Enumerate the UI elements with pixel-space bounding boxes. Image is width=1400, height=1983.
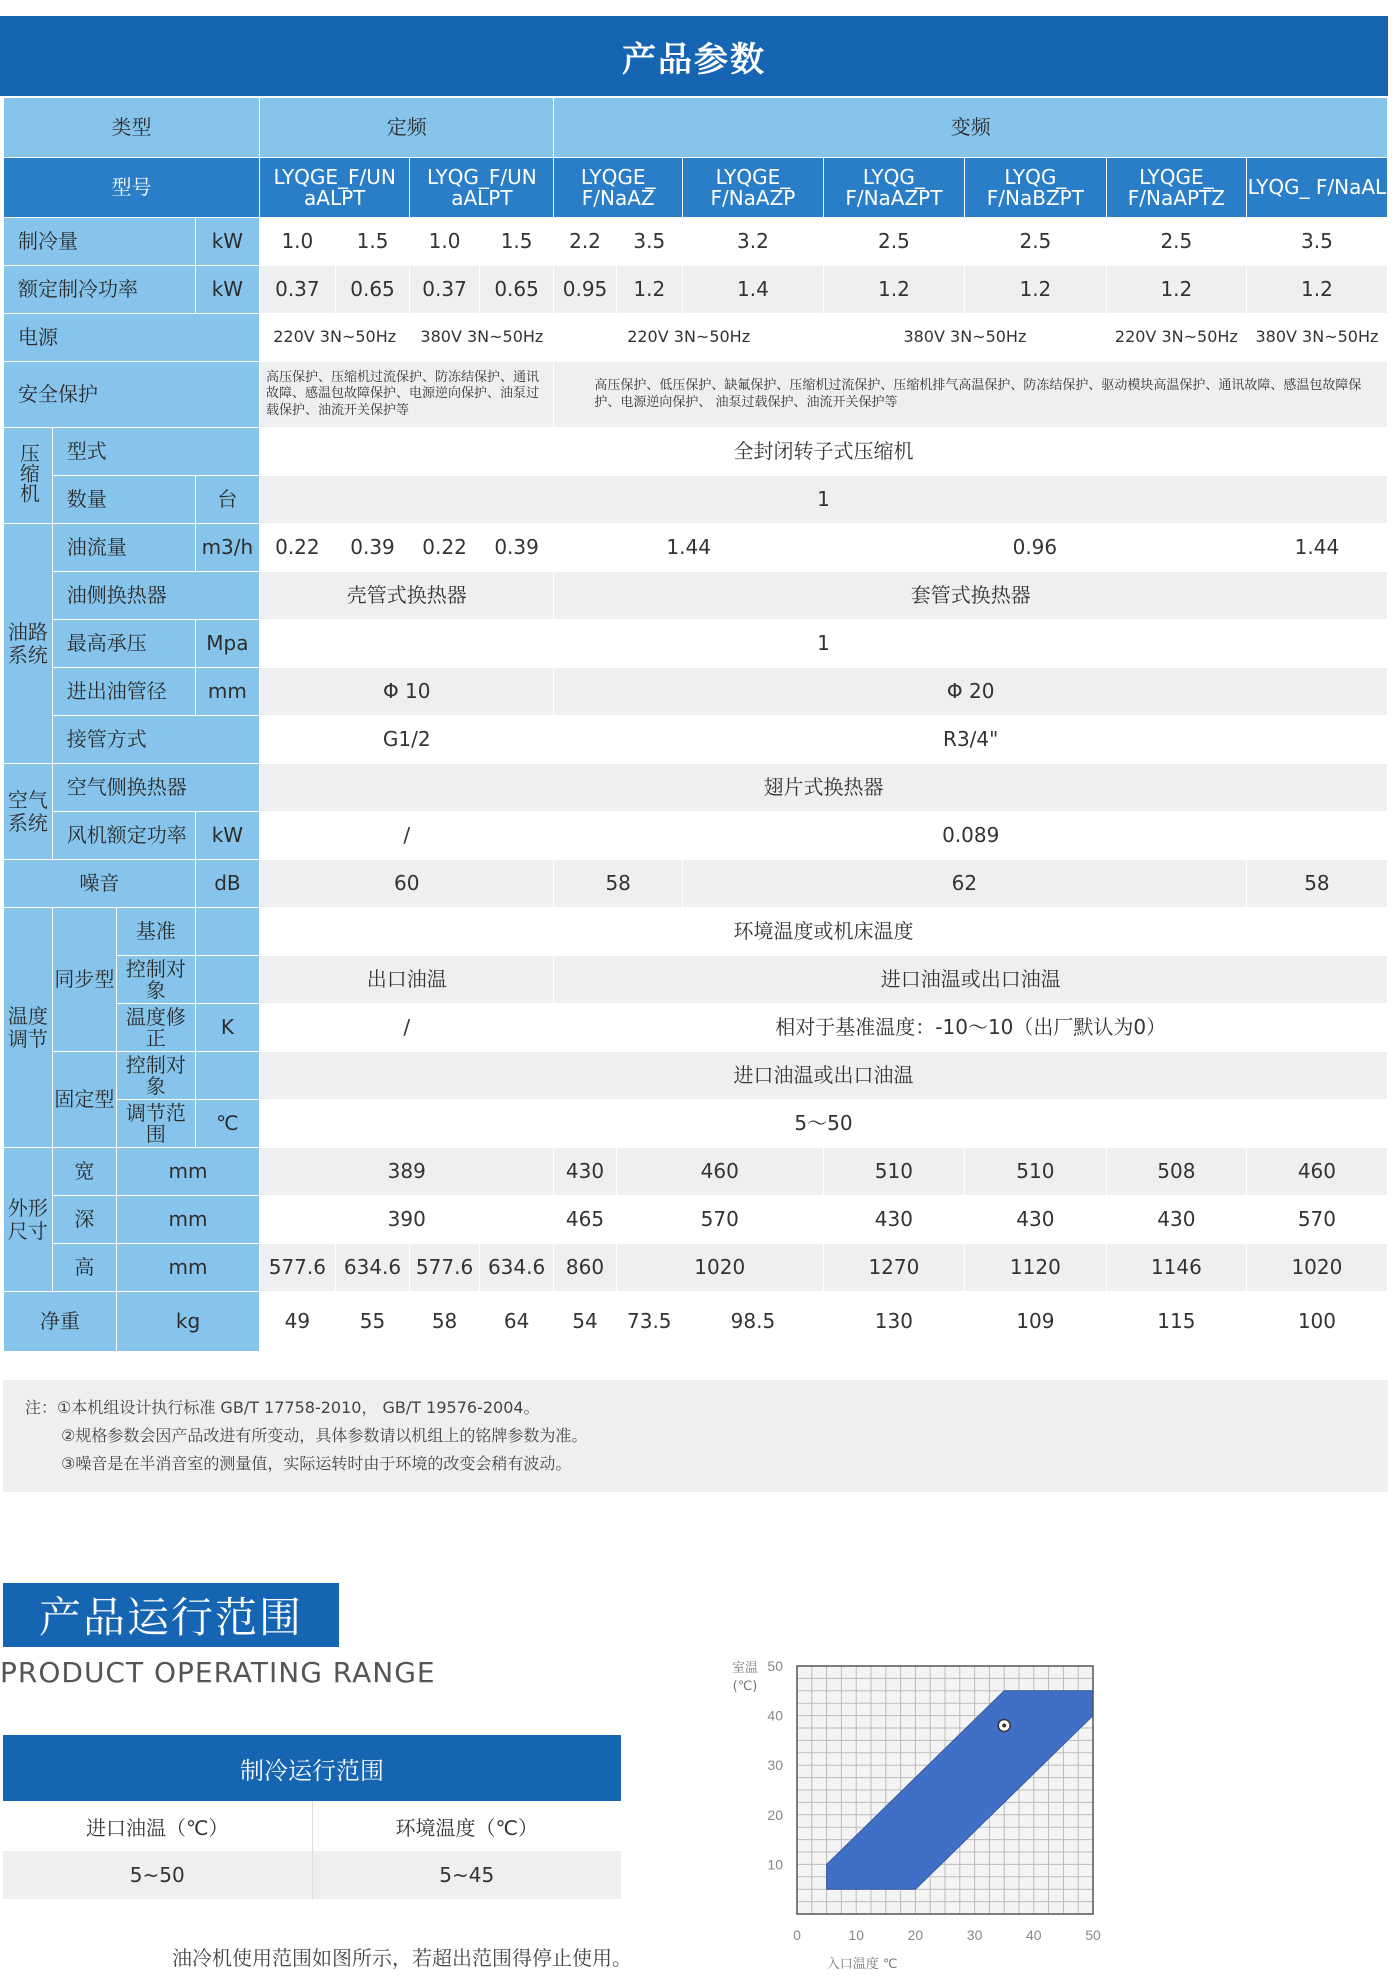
row-label: 控制对象 (116, 1052, 195, 1100)
row-label: 净重 (4, 1292, 117, 1352)
cell: 98.5 (682, 1292, 823, 1352)
cell: / (260, 812, 554, 860)
row-unit: mm (116, 1196, 259, 1244)
y-axis-label: 室温 (731, 1661, 759, 1676)
cell: Φ 20 (554, 668, 1388, 716)
row-label: 空气侧换热器 (52, 764, 259, 812)
cell: 0.37 (260, 266, 336, 314)
cell: 220V 3N~50Hz (1106, 314, 1246, 362)
row-label: 高 (52, 1244, 116, 1292)
cell: 508 (1106, 1148, 1246, 1196)
cell: 进口油温或出口油温 (260, 1052, 1388, 1100)
cell: 1.2 (616, 266, 682, 314)
cell: 高压保护、压缩机过流保护、防冻结保护、通讯故障、感温包故障保护、电源逆向保护、油泵过载保护、油流开关保护等 (260, 362, 554, 428)
cell: 860 (554, 1244, 616, 1292)
row-label: 油流量 (52, 524, 195, 572)
cell: 130 (823, 1292, 964, 1352)
row-unit: kW (195, 266, 259, 314)
spec-title: 产品参数 (0, 16, 1388, 96)
cell: 430 (554, 1148, 616, 1196)
cell: 1.2 (964, 266, 1106, 314)
cell: 1.5 (335, 218, 410, 266)
group-label: 空气系统 (4, 764, 53, 860)
y-tick-label: 50 (767, 1658, 783, 1674)
cell: 577.6 (260, 1244, 336, 1292)
header-variable: 变频 (554, 98, 1388, 158)
range-val-ambient: 5~45 (312, 1851, 621, 1899)
row-label: 噪音 (4, 860, 196, 908)
cell: 380V 3N~50Hz (410, 314, 554, 362)
group-label: 外形尺寸 (4, 1148, 53, 1292)
cell: G1/2 (260, 716, 554, 764)
row-label: 宽 (52, 1148, 116, 1196)
cell: 58 (410, 1292, 479, 1352)
cell: 58 (1246, 860, 1387, 908)
cell: 389 (260, 1148, 554, 1196)
range-col-inlet: 进口油温（℃） (3, 1801, 312, 1851)
cell: 1.0 (260, 218, 336, 266)
x-tick-label: 20 (907, 1927, 924, 1943)
row-label: 油侧换热器 (52, 572, 259, 620)
cell: 109 (964, 1292, 1106, 1352)
cell: 460 (616, 1148, 823, 1196)
y-tick-label: 10 (767, 1856, 783, 1873)
y-tick-label: 40 (767, 1707, 783, 1724)
row-unit: mm (116, 1244, 259, 1292)
row-label: 电源 (4, 314, 260, 362)
cell: 430 (964, 1196, 1106, 1244)
x-tick-label: 0 (793, 1927, 801, 1943)
chart-marker-center (1002, 1724, 1006, 1728)
row-unit: kW (195, 218, 259, 266)
range-title: 产品运行范围 (3, 1583, 339, 1647)
row-label: 最高承压 (52, 620, 195, 668)
cell: 510 (823, 1148, 964, 1196)
y-axis-label: (℃) (732, 1679, 758, 1694)
cell: 1.44 (1246, 524, 1387, 572)
range-table-title: 制冷运行范围 (3, 1735, 621, 1801)
row-label: 进出油管径 (52, 668, 195, 716)
cell: 1.4 (682, 266, 823, 314)
row-label: 额定制冷功率 (4, 266, 196, 314)
cell: 570 (1246, 1196, 1387, 1244)
row-unit: dB (195, 860, 259, 908)
row-label: 安全保护 (4, 362, 260, 428)
x-tick-label: 40 (1026, 1927, 1042, 1943)
cell: 3.5 (1246, 218, 1387, 266)
row-label: 型式 (52, 428, 259, 476)
range-col-ambient: 环境温度（℃） (312, 1801, 621, 1851)
cell: 1.2 (823, 266, 964, 314)
model-name: LYQG_ F/NaBZPT (964, 158, 1106, 218)
cell: / (260, 1004, 554, 1052)
cell: 0.96 (823, 524, 1246, 572)
cell: 高压保护、低压保护、缺氟保护、压缩机过流保护、压缩机排气高温保护、防冻结保护、驱动模块高温保护、通讯故障、感温包故障保护、电源逆向保护、 油泵过载保护、油流开关保护等 (554, 362, 1388, 428)
cell: 0.22 (410, 524, 479, 572)
cell: 220V 3N~50Hz (554, 314, 824, 362)
cell: 出口油温 (260, 956, 554, 1004)
cell: 1 (260, 620, 1388, 668)
cell: 0.39 (479, 524, 554, 572)
model-name: LYQG_F/UN aALPT (410, 158, 554, 218)
cell: 60 (260, 860, 554, 908)
cell: 100 (1246, 1292, 1387, 1352)
cell: 全封闭转子式压缩机 (260, 428, 1388, 476)
row-label: 数量 (52, 476, 195, 524)
cell: 54 (554, 1292, 616, 1352)
cell: 390 (260, 1196, 554, 1244)
sub-group-label: 固定型 (52, 1052, 116, 1148)
group-label-text: 压缩机 (16, 443, 41, 503)
range-note: 油冷机使用范围如图所示，若超出范围得停止使用。 (172, 1946, 632, 1970)
cell: 1120 (964, 1244, 1106, 1292)
row-label: 深 (52, 1196, 116, 1244)
cell: 2.5 (1106, 218, 1246, 266)
group-label: 温度调节 (4, 908, 53, 1148)
model-name: LYQGE_ F/NaAZP (682, 158, 823, 218)
cell: 进口油温或出口油温 (554, 956, 1388, 1004)
range-val-inlet: 5~50 (3, 1851, 312, 1899)
model-name: LYQGE_ F/NaAZ (554, 158, 683, 218)
x-axis-label: 入口温度 ℃ (826, 1957, 898, 1972)
header-fixed: 定频 (260, 98, 554, 158)
range-subtitle: PRODUCT OPERATING RANGE (0, 1656, 436, 1689)
cell: 0.22 (260, 524, 336, 572)
cell: 2.5 (964, 218, 1106, 266)
header-type: 类型 (4, 98, 260, 158)
cell: 58 (554, 860, 683, 908)
cell: 430 (1106, 1196, 1246, 1244)
x-tick-label: 10 (848, 1927, 864, 1943)
cell: 1020 (1246, 1244, 1387, 1292)
x-tick-label: 50 (1085, 1927, 1101, 1943)
sub-group-label: 同步型 (52, 908, 116, 1052)
cell: 570 (616, 1196, 823, 1244)
cell: 相对于基准温度：-10～10（出厂默认为0） (554, 1004, 1388, 1052)
cell: 1.2 (1106, 266, 1246, 314)
cell: 0.95 (554, 266, 616, 314)
model-name: LYQG_ F/NaAZPT (823, 158, 964, 218)
cell: 1 (260, 476, 1388, 524)
row-unit: mm (195, 668, 259, 716)
row-label: 接管方式 (52, 716, 259, 764)
cell: 64 (479, 1292, 554, 1352)
row-unit: kW (195, 812, 259, 860)
cell: 1.2 (1246, 266, 1387, 314)
cell: 翅片式换热器 (260, 764, 1388, 812)
cell: 115 (1106, 1292, 1246, 1352)
cell: 430 (823, 1196, 964, 1244)
cell: 510 (964, 1148, 1106, 1196)
cell: 3.2 (682, 218, 823, 266)
cell: 1.5 (479, 218, 554, 266)
row-label: 调节范围 (116, 1100, 195, 1148)
model-name: LYQGE_F/UN aALPT (260, 158, 410, 218)
note-line: 注：①本机组设计执行标准 GB/T 17758-2010， GB/T 19576-2004。 (25, 1398, 540, 1417)
cell: 380V 3N~50Hz (1246, 314, 1387, 362)
row-unit: mm (116, 1148, 259, 1196)
cell: 1.0 (410, 218, 479, 266)
row-unit: Mpa (195, 620, 259, 668)
cell: 1270 (823, 1244, 964, 1292)
cell: R3/4" (554, 716, 1388, 764)
cell: 1020 (616, 1244, 823, 1292)
row-unit: 台 (195, 476, 259, 524)
cell: 465 (554, 1196, 616, 1244)
row-label: 风机额定功率 (52, 812, 195, 860)
y-tick-label: 20 (767, 1806, 783, 1823)
row-unit: K (195, 1004, 259, 1052)
note-line: ②规格参数会因产品改进有所变动，具体参数请以机组上的铭牌参数为准。 (61, 1426, 588, 1445)
row-label: 控制对象 (116, 956, 195, 1004)
cell: 577.6 (410, 1244, 479, 1292)
cell: 2.5 (823, 218, 964, 266)
cell: 634.6 (479, 1244, 554, 1292)
model-name: LYQGE_ F/NaAPTZ (1106, 158, 1246, 218)
cell: 1.44 (554, 524, 824, 572)
cell: 220V 3N~50Hz (260, 314, 410, 362)
cell: 1146 (1106, 1244, 1246, 1292)
x-tick-label: 30 (966, 1927, 983, 1943)
cell: 55 (335, 1292, 410, 1352)
header-model: 型号 (4, 158, 260, 218)
row-unit: ℃ (195, 1100, 259, 1148)
row-label: 基准 (116, 908, 195, 956)
cell: 5～50 (260, 1100, 1388, 1148)
row-unit: kg (116, 1292, 259, 1352)
cell: 套管式换热器 (554, 572, 1388, 620)
note-line: ③噪音是在半消音室的测量值，实际运转时由于环境的改变会稍有波动。 (61, 1454, 572, 1473)
cell: Φ 10 (260, 668, 554, 716)
row-label: 制冷量 (4, 218, 196, 266)
cell: 0.39 (335, 524, 410, 572)
cell: 634.6 (335, 1244, 410, 1292)
model-name: LYQG_ F/NaAL (1246, 158, 1387, 218)
cell: 0.65 (479, 266, 554, 314)
cell: 380V 3N~50Hz (823, 314, 1106, 362)
cell: 73.5 (616, 1292, 682, 1352)
cell: 2.2 (554, 218, 616, 266)
cell: 0.089 (554, 812, 1388, 860)
cell: 3.5 (616, 218, 682, 266)
cell: 壳管式换热器 (260, 572, 554, 620)
cell: 62 (682, 860, 1246, 908)
cell: 0.37 (410, 266, 479, 314)
cell: 49 (260, 1292, 336, 1352)
row-label: 温度修正 (116, 1004, 195, 1052)
cell: 环境温度或机床温度 (260, 908, 1388, 956)
row-unit: m3/h (195, 524, 259, 572)
group-label: 油路系统 (4, 524, 53, 764)
cell: 0.65 (335, 266, 410, 314)
cell: 460 (1246, 1148, 1387, 1196)
y-tick-label: 30 (767, 1757, 783, 1774)
